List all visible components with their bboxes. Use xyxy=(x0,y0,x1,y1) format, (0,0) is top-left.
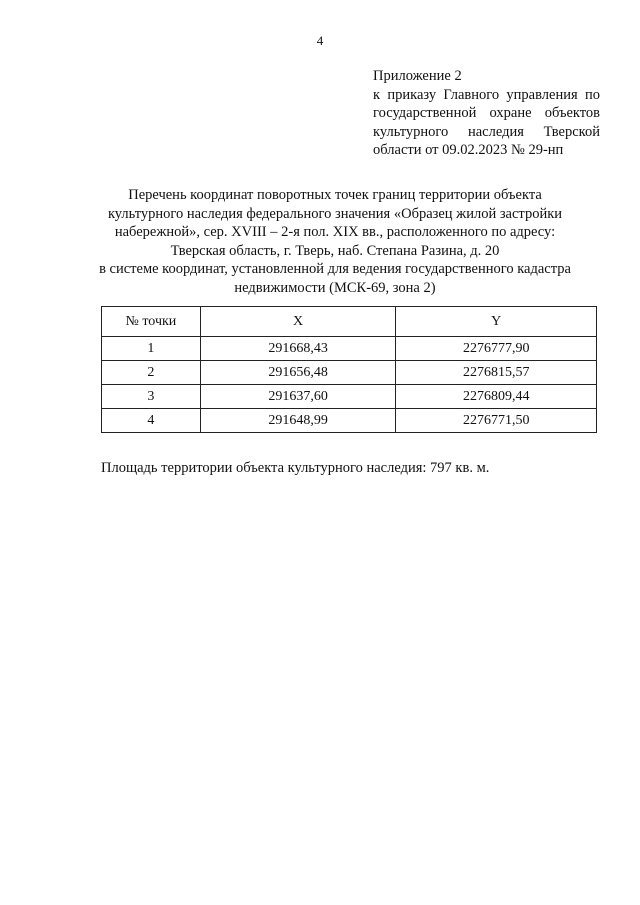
cell-point-number: 1 xyxy=(102,337,201,361)
title-line: Перечень координат поворотных точек границ территории объекта xyxy=(128,187,542,203)
appendix-line: государственной охране объектов xyxy=(373,105,600,121)
table-row xyxy=(102,361,597,385)
cell-point-number: 4 xyxy=(102,409,201,433)
cell-point-number: 2 xyxy=(102,361,201,385)
header-x: X xyxy=(200,307,396,337)
table-row xyxy=(102,337,597,361)
appendix-header xyxy=(373,67,600,160)
cell-x: 291648,99 xyxy=(200,409,396,433)
appendix-line: к приказу Главного управления по xyxy=(373,86,600,103)
header-point-number: № точки xyxy=(102,307,201,337)
title-line: набережной», сер. XVIII – 2-я пол. XIX вв., расположенного по адресу: xyxy=(114,224,556,240)
document-title xyxy=(96,186,574,297)
title-line: культурного наследия федерального значения «Образец жилой застройки xyxy=(107,205,563,222)
table-row xyxy=(102,385,597,409)
appendix-line: области от 09.02.2023 № 29-нп xyxy=(373,142,564,158)
cell-point-number: 3 xyxy=(102,385,201,409)
appendix-line: Приложение 2 xyxy=(373,68,462,84)
cell-x: 291668,43 xyxy=(200,337,396,361)
title-line: Тверская область, г. Тверь, наб. Степана Разина, д. 20 xyxy=(170,242,500,259)
cell-y: 2276777,90 xyxy=(396,337,597,361)
area-statement: Площадь территории объекта культурного наследия: 797 кв. м. xyxy=(101,460,490,476)
cell-y: 2276815,57 xyxy=(396,361,597,385)
table-header-row xyxy=(102,307,597,337)
coordinates-table xyxy=(101,306,597,433)
cell-x: 291637,60 xyxy=(200,385,396,409)
cell-x: 291656,48 xyxy=(200,361,396,385)
cell-y: 2276771,50 xyxy=(396,409,597,433)
cell-y: 2276809,44 xyxy=(396,385,597,409)
appendix-line: культурного наследия Тверской xyxy=(373,123,600,140)
header-y: Y xyxy=(396,307,597,337)
table-row xyxy=(102,409,597,433)
title-line: в системе координат, установленной для ведения государственного кадастра xyxy=(99,261,571,277)
page-number: 4 xyxy=(316,33,324,48)
title-line: недвижимости (МСК-69, зона 2) xyxy=(234,279,436,296)
